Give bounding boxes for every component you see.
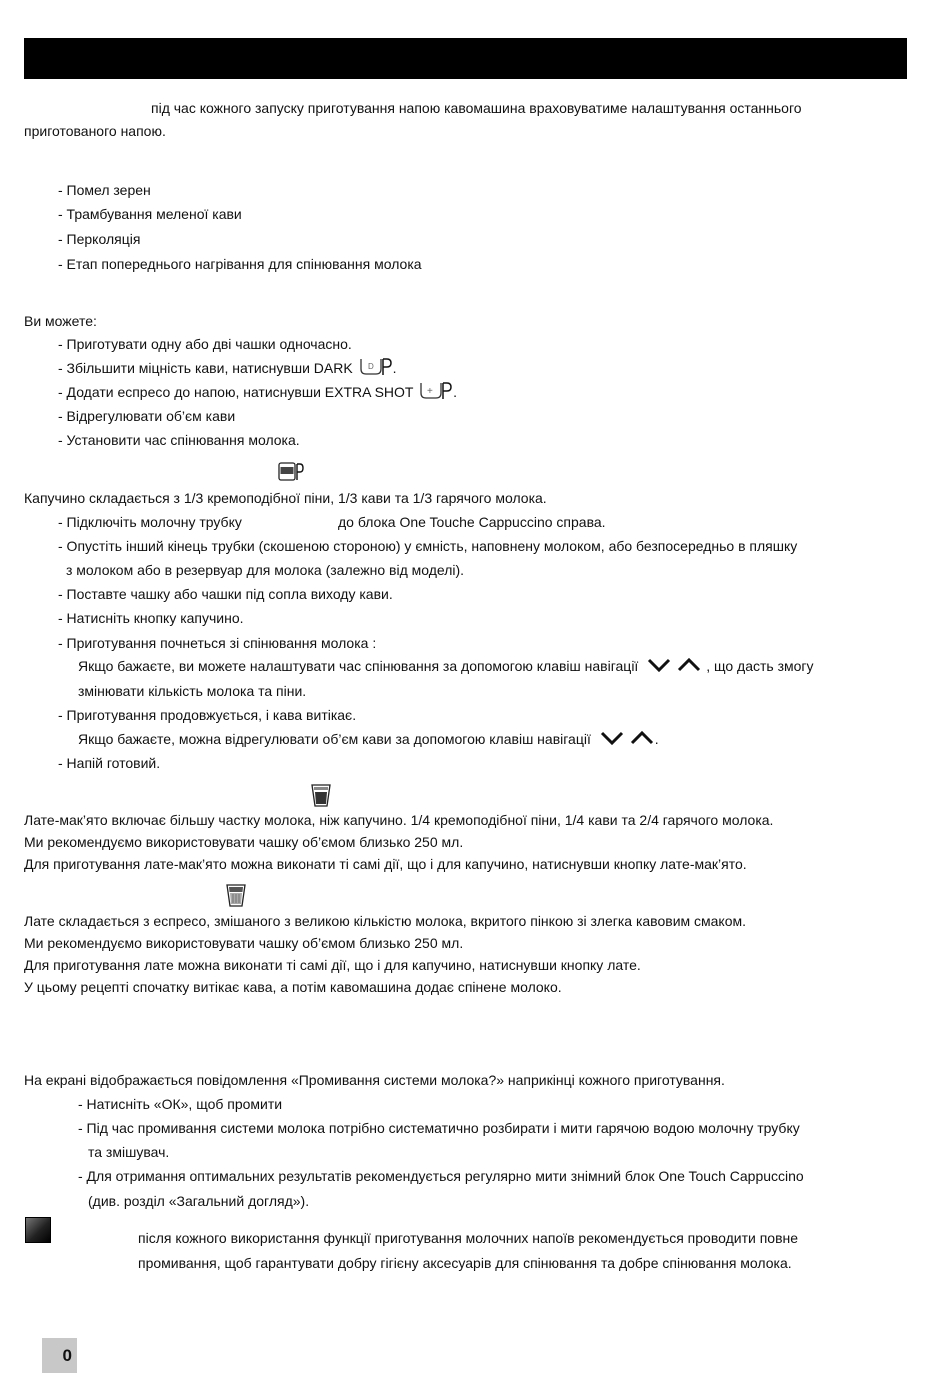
cappuccino-step-7: - Напій готовий. bbox=[58, 755, 161, 771]
stage-item: - Трамбування меленої кави bbox=[58, 206, 242, 222]
stage-item: - Перколяція bbox=[58, 231, 141, 247]
rinse-item-3b: (див. розділ «Загальний догляд»). bbox=[88, 1193, 310, 1209]
warning-icon bbox=[25, 1217, 51, 1243]
nav-up-icon bbox=[676, 657, 702, 678]
latte-line-2: Ми рекомендуємо використовувати чашку об’ємом близько 250 мл. bbox=[24, 935, 464, 951]
period: . bbox=[392, 360, 397, 377]
cappuccino-step-2a: - Опустіть інший кінець трубки (скошеною стороною) у ємність, наповнену молоком, або безпосередньо в пляшку bbox=[58, 538, 798, 554]
latte-macchiato-line-2: Ми рекомендуємо використовувати чашку об’ємом близько 250 мл. bbox=[24, 834, 464, 850]
dark-key-icon bbox=[359, 357, 393, 382]
cappuccino-step-4: - Натисніть кнопку капучино. bbox=[58, 610, 244, 626]
cappuccino-step-3: - Поставте чашку або чашки під сопла виходу кави. bbox=[58, 586, 393, 602]
can-do-item: - Приготувати одну або дві чашки одночасно. bbox=[58, 336, 352, 352]
stage-item: - Помел зерен bbox=[58, 182, 151, 198]
latte-line-3: Для приготування лате можна виконати ті самі дії, що і для капучино, натиснувши кнопку лате. bbox=[24, 957, 641, 973]
period: . bbox=[453, 384, 457, 401]
latte-macchiato-line-3: Для приготування лате-мак’ято можна виконати ті самі дії, що і для капучино, натиснувши кнопку лате-мак’ято. bbox=[24, 856, 747, 872]
intro-line-2: приготованого напою. bbox=[24, 123, 166, 139]
can-do-item: - Відрегулювати об’єм кави bbox=[58, 408, 236, 424]
can-do-heading: Ви можете: bbox=[24, 313, 97, 329]
stage-item: - Етап попереднього нагрівання для спінювання молока bbox=[58, 256, 422, 272]
can-do-item: - Установити час спінювання молока. bbox=[58, 432, 300, 448]
cappuccino-step-5: - Приготування почнеться зі спінювання молока : bbox=[58, 635, 377, 651]
warning-line-1: після кожного використання функції приготування молочних напоїв рекомендується проводити повне bbox=[138, 1230, 799, 1246]
cappuccino-step-2b: з молоком або в резервуар для молока (залежно від моделі). bbox=[66, 562, 465, 578]
can-do-item-text: - Додати еспресо до напою, натиснувши EXTRA SHOT bbox=[58, 384, 414, 401]
cappuccino-step-1a: - Підключіть молочну трубку bbox=[58, 514, 242, 530]
latte-macchiato-line-1: Лате-мак’ято включає більшу частку молока, ніж капучино. 1/4 кремоподібної піни, 1/4 кави та 2/4 гарячого молока. bbox=[24, 812, 774, 828]
rinse-item-2b: та змішувач. bbox=[88, 1144, 170, 1160]
dark-key-letter: D bbox=[367, 362, 374, 371]
page-number: 0 bbox=[42, 1338, 77, 1373]
cappuccino-step-6: - Приготування продовжується, і кава витікає. bbox=[58, 707, 357, 723]
intro-line-1: під час кожного запуску приготування напою кавомашина враховуватиме налаштування останнього bbox=[151, 100, 802, 116]
latte-line-1: Лате складається з еспресо, змішаного з великою кількістю молока, вкритого пінкою зі злегка кавовим смаком. bbox=[24, 913, 747, 929]
step-6-sub-text: Якщо бажаєте, можна відрегулювати об’єм кави за допомогою клавіш навігації bbox=[78, 731, 591, 747]
rinse-item-2a: - Під час промивання системи молока потрібно систематично розбирати і мити гарячою водою молочну трубку bbox=[78, 1120, 800, 1136]
latte-macchiato-icon bbox=[310, 783, 332, 812]
nav-down-icon bbox=[599, 730, 625, 751]
can-do-item-text: - Збільшити міцність кави, натиснувши DARK bbox=[58, 360, 353, 377]
rinse-item-3a: - Для отримання оптимальних результатів рекомендується регулярно мити знімний блок One Touch Cappuccino bbox=[78, 1168, 804, 1184]
cappuccino-intro: Капучино складається з 1/3 кремоподібної піни, 1/3 кави та 1/3 гарячого молока. bbox=[24, 490, 547, 506]
section-header-bar bbox=[24, 38, 907, 79]
step-5-sub-text-end: , що дасть змогу bbox=[706, 658, 814, 674]
cappuccino-step-5-sub bbox=[78, 656, 814, 678]
nav-up-icon bbox=[629, 730, 655, 751]
latte-line-4: У цьому рецепті спочатку витікає кава, а потім кавомашина додає спінене молоко. bbox=[24, 979, 562, 995]
warning-line-2: промивання, щоб гарантувати добру гігієну аксесуарів для спінювання та добре спінювання молока. bbox=[138, 1255, 792, 1271]
cappuccino-icon bbox=[277, 461, 305, 486]
cappuccino-step-5-sub-2: змінювати кількість молока та піни. bbox=[78, 683, 307, 699]
latte-icon bbox=[225, 883, 247, 912]
extra-key-letter: + bbox=[427, 386, 433, 397]
step-6-sub-text-end: . bbox=[654, 731, 659, 747]
rinse-intro: На екрані відображається повідомлення «Промивання системи молока?» наприкінці кожного приготування. bbox=[24, 1072, 725, 1088]
rinse-item-1: - Натисніть «ОК», щоб промити bbox=[78, 1096, 283, 1112]
cappuccino-step-6-sub bbox=[78, 729, 659, 751]
nav-down-icon bbox=[646, 657, 672, 678]
cappuccino-step-1b: до блока One Touche Cappuccino справа. bbox=[338, 514, 606, 530]
extra-shot-key-icon bbox=[419, 381, 453, 406]
can-do-item-extra bbox=[58, 381, 457, 406]
can-do-item-dark bbox=[58, 357, 396, 382]
step-5-sub-text: Якщо бажаєте, ви можете налаштувати час спінювання за допомогою клавіш навігації bbox=[78, 658, 639, 674]
